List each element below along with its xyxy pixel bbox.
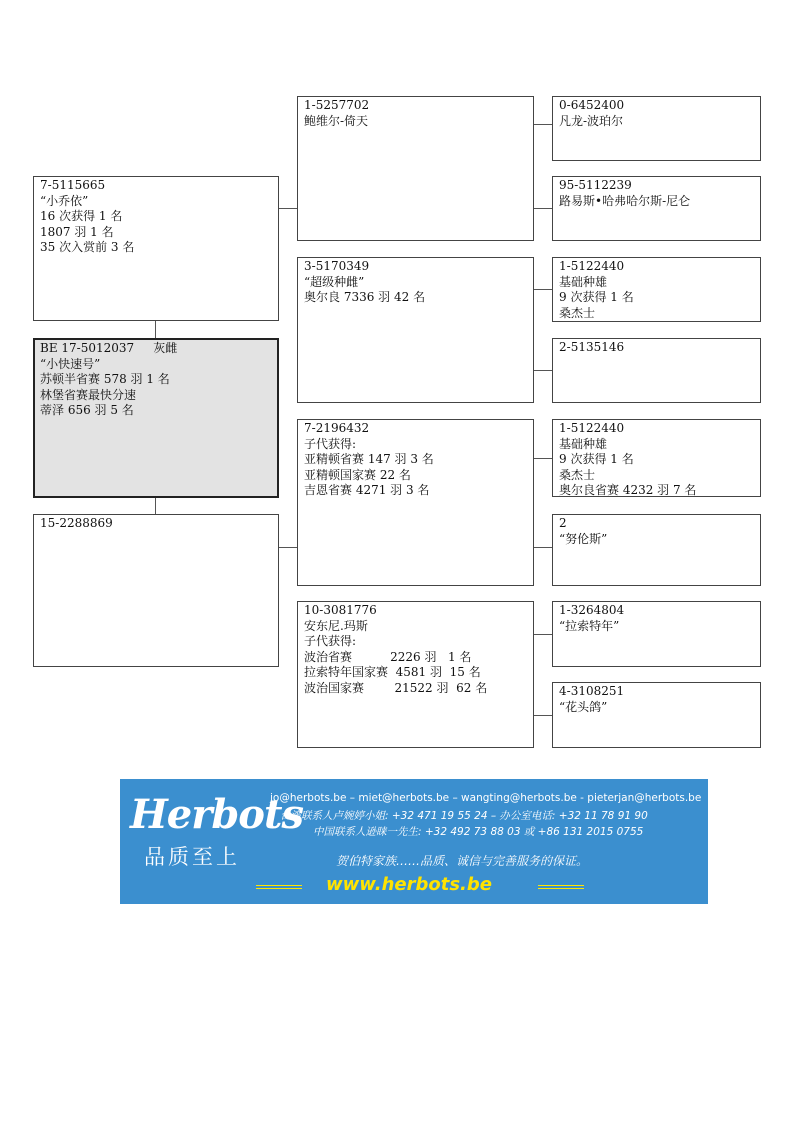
- connector: [533, 370, 552, 371]
- connector: [533, 634, 552, 635]
- grandparent-box-4: 2-5135146: [552, 338, 761, 403]
- herbots-banner: [120, 779, 708, 904]
- connector: [155, 321, 156, 338]
- grandparent-box-6: 2 “努伦斯”: [552, 514, 761, 586]
- connector: [533, 208, 552, 209]
- slogan: 品质至上: [144, 845, 240, 869]
- connector: [278, 208, 297, 209]
- connector: [533, 547, 552, 548]
- subject-box: BE 17-5012037 灰雌 “小快速号” 苏顿半省赛 578 羽 1 名 林堡省赛最快分速 蒂泽 656 羽 5 名: [33, 338, 279, 498]
- grandparent-box-7: 1-3264804 “拉索特年”: [552, 601, 761, 667]
- sire-sire-box: 1-5257702 鲍维尔-倚天: [297, 96, 534, 241]
- contact-emails: jo@herbots.be – miet@herbots.be – wangting@herbots.be - pieterjan@herbots.be: [270, 792, 702, 804]
- connector: [533, 124, 552, 125]
- herbots-logo: Herbots: [130, 791, 303, 838]
- guarantee-text: 贺伯特家族……品质、诚信与完善服务的保证。: [336, 854, 589, 868]
- dam-sire-box: 7-2196432 子代获得: 亚精顿省赛 147 羽 3 名 亚精顿国家赛 22 名 吉恩省赛 4271 羽 3 名: [297, 419, 534, 586]
- dam-dam-box: 10-3081776 安东尼.玛斯 子代获得: 波治省赛 2226 羽 1 名 拉索特年国家赛 4581 羽 15 名 波治国家赛 21522 羽 62 名: [297, 601, 534, 748]
- dam-box: 15-2288869: [33, 514, 279, 667]
- connector: [533, 715, 552, 716]
- website-link[interactable]: www.herbots.be: [326, 874, 492, 895]
- grandparent-box-3: 1-5122440 基础种雄 9 次获得 1 名 桑杰士: [552, 257, 761, 322]
- decorative-line-right: [538, 885, 584, 889]
- sire-dam-box: 3-5170349 “超级种雌” 奥尔良 7336 羽 42 名: [297, 257, 534, 403]
- grandparent-box-8: 4-3108251 “花头鸽”: [552, 682, 761, 748]
- connector: [533, 289, 552, 290]
- sire-box: 7-5115665 “小乔依” 16 次获得 1 名 1807 羽 1 名 35 次入赏前 3 名: [33, 176, 279, 321]
- grandparent-box-1: 0-6452400 凡龙-波珀尔: [552, 96, 761, 161]
- grandparent-box-2: 95-5112239 路易斯•哈弗哈尔斯-尼仑: [552, 176, 761, 241]
- grandparent-box-5: 1-5122440 基础种雄 9 次获得 1 名 桑杰士 奥尔良省赛 4232 羽 7 名: [552, 419, 761, 497]
- connector: [155, 498, 156, 514]
- connector: [533, 458, 552, 459]
- connector: [278, 547, 297, 548]
- decorative-line-left: [256, 885, 302, 889]
- china-contact: 中国联系人逊睐一先生: +32 492 73 88 03 或 +86 131 2015 0755: [313, 826, 644, 838]
- taiwan-contact: 台湾联系人卢婉婷小姐: +32 471 19 55 24 – 办公室电话: +32 11 78 91 90: [280, 810, 648, 822]
